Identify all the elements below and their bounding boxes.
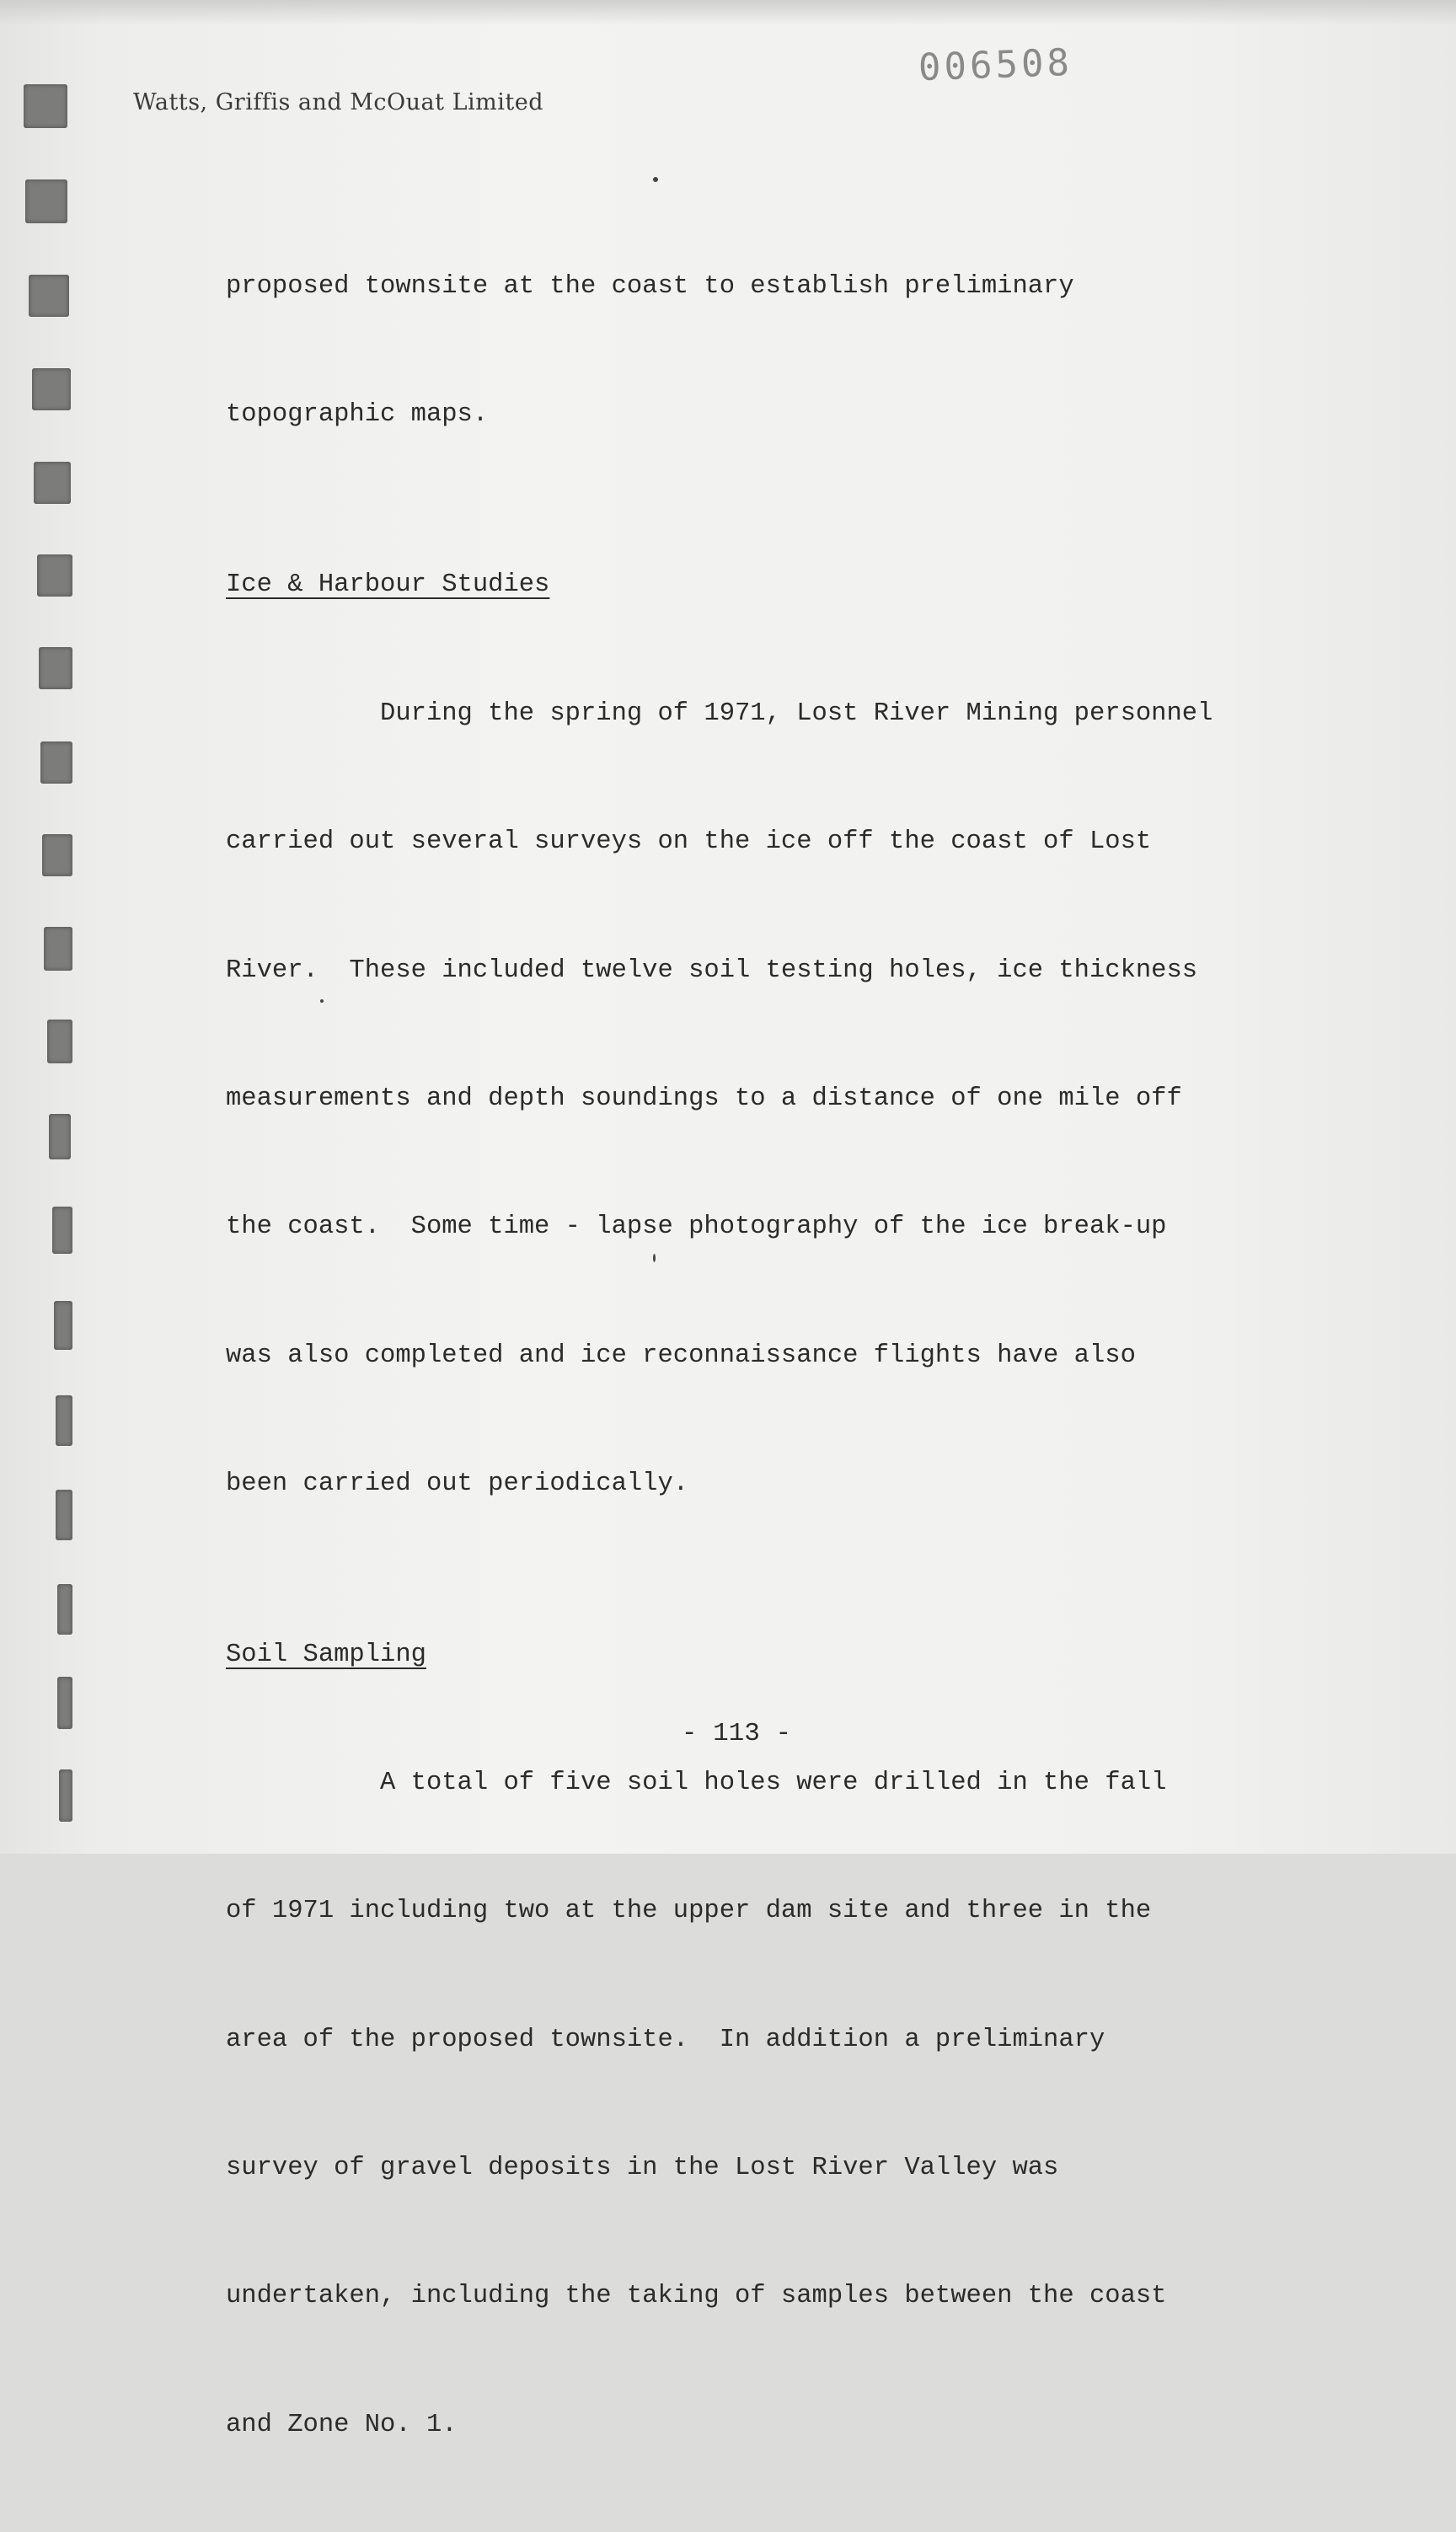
section-heading-soil-sampling: Soil Sampling <box>226 1640 426 1669</box>
binding-holes <box>0 0 93 1854</box>
text-line: River. These included twelve soil testing holes, ice thickness <box>226 956 1198 985</box>
binding-hole <box>39 647 72 689</box>
document-number-stamp: 006508 <box>918 40 1073 90</box>
text-line: measurements and depth soundings to a distance of one mile off <box>226 1084 1182 1113</box>
text-line: A total of five soil holes were drilled in the fall <box>226 1768 1167 1797</box>
text-line: survey of gravel deposits in the Lost River Valley was <box>226 2154 1059 2183</box>
text-line: the coast. Some time - lapse photography of the ice break-up <box>226 1212 1167 1242</box>
binding-hole <box>56 1395 72 1446</box>
binding-hole <box>37 554 72 597</box>
dust-speck <box>320 999 324 1003</box>
binding-hole <box>32 368 71 410</box>
letterhead: Watts, Griffis and McOuat Limited <box>133 89 543 115</box>
binding-hole <box>40 741 72 784</box>
dust-speck <box>653 1254 656 1262</box>
text-line: carried out several surveys on the ice off the coast of Lost <box>226 827 1152 857</box>
intro-paragraph <box>226 179 1321 522</box>
binding-hole <box>34 462 71 504</box>
text-line: proposed townsite at the coast to establish preliminary <box>226 271 1074 301</box>
dust-speck <box>653 177 658 182</box>
binding-hole <box>29 275 69 317</box>
text-line: undertaken, including the taking of samples between the coast <box>226 2282 1167 2311</box>
binding-hole <box>54 1301 72 1350</box>
binding-hole <box>24 84 67 128</box>
text-line: was also completed and ice reconnaissance flights have also <box>226 1341 1136 1370</box>
binding-hole <box>49 1114 71 1159</box>
section-heading-ice-harbour: Ice & Harbour Studies <box>226 570 550 600</box>
binding-hole <box>44 927 72 971</box>
binding-hole <box>59 1769 72 1822</box>
section-paragraph-soil-sampling <box>226 1676 1321 2532</box>
text-line: During the spring of 1971, Lost River Mining personnel <box>226 699 1213 728</box>
text-line: topographic maps. <box>226 399 489 429</box>
binding-hole <box>57 1584 72 1635</box>
binding-hole <box>42 834 72 876</box>
binding-hole <box>25 179 67 223</box>
binding-hole <box>56 1490 72 1540</box>
text-line: and Zone No. 1. <box>226 2410 458 2439</box>
text-line: of 1971 including two at the upper dam site and three in the <box>226 1897 1152 1926</box>
body-text <box>226 179 1321 2532</box>
text-line: area of the proposed townsite. In addition a preliminary <box>226 2025 1105 2054</box>
binding-hole <box>47 1020 72 1063</box>
binding-hole <box>52 1207 72 1254</box>
text-line: been carried out periodically. <box>226 1469 689 1499</box>
section-paragraph-ice-harbour <box>226 607 1321 1591</box>
page-number: - 113 - <box>681 1719 792 1748</box>
